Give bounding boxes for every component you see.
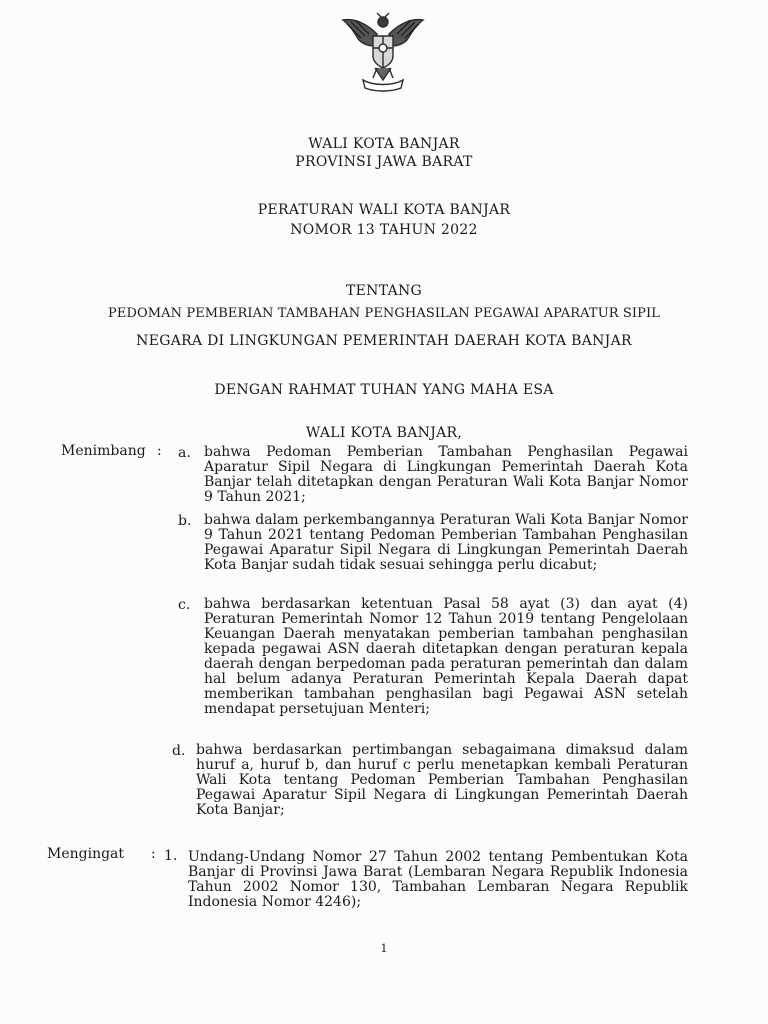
menimbang-colon: : xyxy=(157,443,162,459)
subject-line-1: PEDOMAN PEMBERIAN TAMBAHAN PENGHASILAN PEGAWAI APARATUR SIPIL xyxy=(108,306,660,321)
regulation-title: PERATURAN WALI KOTA BANJAR xyxy=(257,202,511,218)
item-marker: b. xyxy=(178,513,192,529)
garuda-emblem-icon xyxy=(337,10,429,92)
legal-basis-1: Undang-Undang Nomor 27 Tahun 2002 tentang Pembentukan Kota Banjar di Provinsi Jawa Barat (Lembaran Negara Republik Indonesia Tahun 2002 Nomor 130, Tambahan Lembaran Negara Republik Indonesia Nomor 4246); xyxy=(188,849,688,910)
item-marker: 1. xyxy=(164,848,178,864)
page-number: 1 xyxy=(380,942,388,955)
menimbang-label: Menimbang xyxy=(61,443,146,459)
consideration-a: bahwa Pedoman Pemberian Tambahan Penghasilan Pegawai Aparatur Sipil Negara di Lingkungan Pemerintah Daerah Kota Banjar telah ditetapkan dengan Peraturan Wali Kota Banjar Nomor 9 Tahun 2021; xyxy=(204,444,688,505)
subject-heading: TENTANG xyxy=(345,283,423,299)
consideration-b: bahwa dalam perkembangannya Peraturan Wali Kota Banjar Nomor 9 Tahun 2021 tentang Pedoman Pemberian Tambahan Penghasilan Pegawai Aparatur Sipil Negara di Lingkungan Pemerintah Daerah Kota Banjar sudah tidak sesuai sehingga perlu dicabut; xyxy=(204,512,688,573)
item-marker: c. xyxy=(178,597,191,613)
mengingat-colon: : xyxy=(151,846,156,862)
blessing-line: DENGAN RAHMAT TUHAN YANG MAHA ESA xyxy=(214,382,554,398)
subject-line-2: NEGARA DI LINGKUNGAN PEMERINTAH DAERAH KOTA BANJAR xyxy=(136,333,632,349)
regulation-number: NOMOR 13 TAHUN 2022 xyxy=(290,222,478,238)
mengingat-label: Mengingat xyxy=(47,846,125,862)
header-province: PROVINSI JAWA BARAT xyxy=(295,154,473,170)
issuer-line: WALI KOTA BANJAR, xyxy=(305,425,463,441)
consideration-d: bahwa berdasarkan pertimbangan sebagaimana dimaksud dalam huruf a, huruf b, dan huruf c perlu menetapkan kembali Peraturan Wali Kota tentang Pedoman Pemberian Tambahan Penghasilan Pegawai Aparatur Sipil Negara di Lingkungan Pemerintah Daerah Kota Banjar; xyxy=(196,742,688,818)
header-city: WALI KOTA BANJAR xyxy=(308,136,460,152)
consideration-c: bahwa berdasarkan ketentuan Pasal 58 ayat (3) dan ayat (4) Peraturan Pemerintah Nomor 12 Tahun 2019 tentang Pengelolaan Keuangan Daerah menyatakan pemberian tambahan penghasilan kepada pegawai ASN daerah ditetapkan dengan peraturan kepala daerah dengan berpedoman pada peraturan pemerintah dan dalam hal belum adanya Peraturan Pemerintah Kepala Daerah dapat memberikan tambahan penghasilan bagi Pegawai ASN setelah mendapat persetujuan Menteri; xyxy=(204,596,688,717)
item-marker: d. xyxy=(172,743,186,759)
item-marker: a. xyxy=(178,445,191,461)
